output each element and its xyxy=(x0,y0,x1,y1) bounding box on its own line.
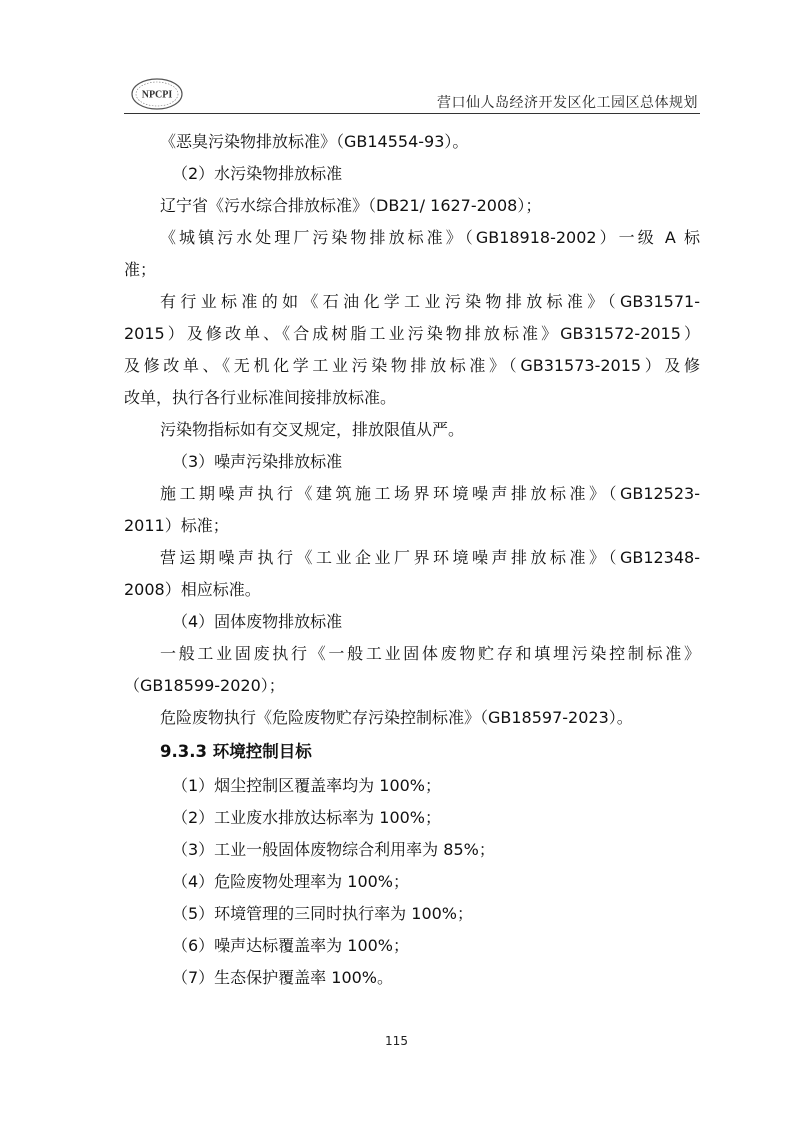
paragraph-line: 《恶臭污染物排放标准》（GB14554-93）。 xyxy=(160,132,469,151)
paragraph-line: 2015）及修改单、《合成树脂工业污染物排放标准》GB31572-2015） xyxy=(124,324,700,343)
target-item: （4）危险废物处理率为 100%； xyxy=(172,872,410,891)
paragraph-line: 2011）标准； xyxy=(124,516,229,535)
paragraph-line: （GB18599-2020）； xyxy=(124,676,285,695)
npcpi-logo xyxy=(130,76,184,112)
section-heading: 9.3.3 环境控制目标 xyxy=(160,742,312,761)
paragraph-line: 2008）相应标准。 xyxy=(124,580,261,599)
paragraph-line: 污染物指标如有交叉规定，排放限值从严。 xyxy=(160,420,465,439)
target-item: （3）工业一般固体废物综合利用率为 85%； xyxy=(172,840,495,859)
header-divider xyxy=(124,113,700,114)
subheading-solid-waste: （4）固体废物排放标准 xyxy=(172,612,343,631)
paragraph-line: 准； xyxy=(124,260,157,279)
target-item: （1）烟尘控制区覆盖率均为 100%； xyxy=(172,776,442,795)
logo-text: NPCPI xyxy=(141,89,173,101)
logo-emblem-icon xyxy=(130,76,184,112)
subheading-noise: （3）噪声污染排放标准 xyxy=(172,452,343,471)
paragraph-line: 辽宁省《污水综合排放标准》（DB21/ 1627-2008）； xyxy=(160,196,542,215)
paragraph-line: 危险废物执行《危险废物贮存污染控制标准》（GB18597-2023）。 xyxy=(160,708,633,727)
paragraph-line: 营运期噪声执行《工业企业厂界环境噪声排放标准》（GB12348- xyxy=(160,548,700,567)
target-item: （7）生态保护覆盖率 100%。 xyxy=(172,968,394,987)
target-item: （6）噪声达标覆盖率为 100%； xyxy=(172,936,410,955)
page-number: 115 xyxy=(385,1034,408,1048)
document-header-title: 营口仙人岛经济开发区化工园区总体规划 xyxy=(437,95,698,111)
subheading-water: （2）水污染物排放标准 xyxy=(172,164,343,183)
paragraph-line: 一般工业固废执行《一般工业固体废物贮存和填埋污染控制标准》 xyxy=(160,644,700,663)
paragraph-line: 有行业标准的如《石油化学工业污染物排放标准》（GB31571- xyxy=(160,292,700,311)
target-item: （2）工业废水排放达标率为 100%； xyxy=(172,808,442,827)
document-body xyxy=(124,126,700,994)
paragraph-line: 施工期噪声执行《建筑施工场界环境噪声排放标准》（GB12523- xyxy=(160,484,700,503)
paragraph-line: 及修改单、《无机化学工业污染物排放标准》（GB31573-2015）及修 xyxy=(124,356,700,375)
target-item: （5）环境管理的三同时执行率为 100%； xyxy=(172,904,474,923)
paragraph-line: 《城镇污水处理厂污染物排放标准》（GB18918-2002）一级 A 标 xyxy=(160,228,700,247)
paragraph-line: 改单，执行各行业标准间接排放标准。 xyxy=(124,388,397,407)
